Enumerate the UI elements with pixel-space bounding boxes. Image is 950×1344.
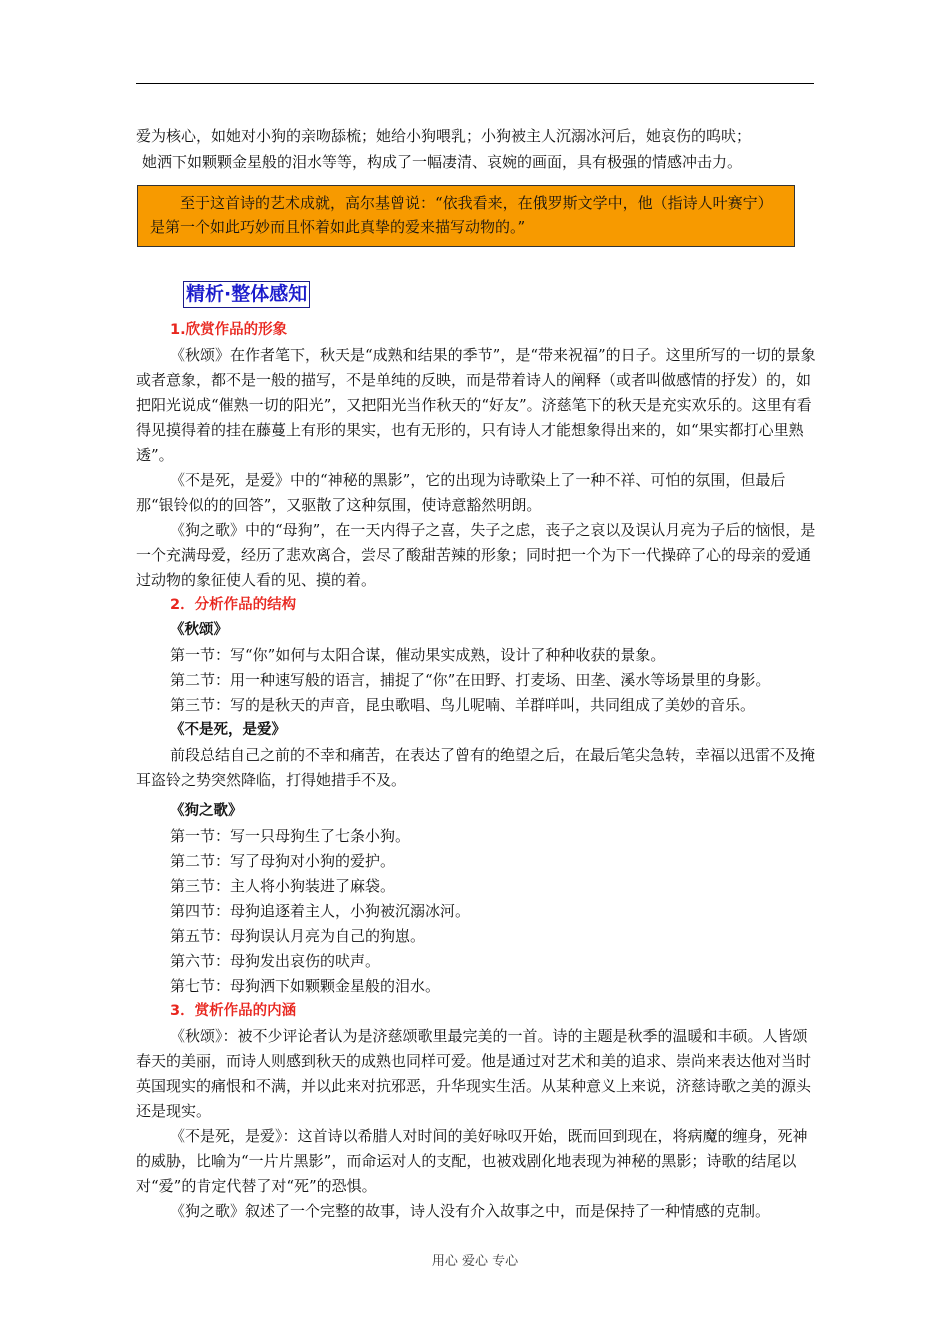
section-3-para-2: 《不是死，是爱》：这首诗以希腊人对时间的美好咏叹开始，既而回到现在，将病魔的缠身，死神的威胁，比喻为“一片片黑影”，而命运对人的支配，也被戏剧化地表现为神秘的黑影；诗歌的结尾以对“爱”的肯定代替了对“死”的恐惧。	[136, 1127, 808, 1195]
dog-line: 第四节：母狗追逐着主人，小狗被沉溺冰河。	[170, 902, 471, 920]
header-rule	[136, 83, 814, 84]
main-content	[136, 318, 820, 1224]
section-2-title: 2．分析作品的结构	[170, 597, 297, 613]
notdeath-text: 前段总结自己之前的不幸和痛苦，在表达了曾有的绝望之后，在最后笔尖急转，幸福以迅雷不及掩耳盗铃之势突然降临，打得她措手不及。	[136, 746, 816, 789]
autumn-line: 第二节：用一种速写般的语言，捕捉了“你”在田野、打麦场、田垄、溪水等场景里的身影。	[170, 671, 771, 689]
intro-line-1: 爱为核心，如她对小狗的亲吻舔梳；她给小狗喂乳；小狗被主人沉溺冰河后，她哀伤的呜吠；	[136, 127, 752, 145]
section-1-para-3: 《狗之歌》中的“母狗”，在一天内得子之喜，失子之虑，丧子之哀以及误认月亮为子后的恼恨，是一个充满母爱，经历了悲欢离合，尝尽了酸甜苦辣的形象；同时把一个为下一代操碎了心的母亲的爱通过动物的象征使人看的见、摸的着。	[136, 521, 816, 589]
gorky-quote-callout: 至于这首诗的艺术成就，高尔基曾说：“依我看来，在俄罗斯文学中，他（指诗人叶赛宁）是第一个如此巧妙而且怀着如此真挚的爱来描写动物的。”	[137, 185, 795, 247]
intro-paragraph	[136, 124, 816, 175]
dog-line: 第二节：写了母狗对小狗的爱护。	[170, 852, 396, 870]
section-3-title: 3．赏析作品的内涵	[170, 1003, 297, 1019]
autumn-line: 第一节：写“你”如何与太阳合谋，催动果实成熟，设计了种种收获的景象。	[170, 646, 666, 664]
intro-line-2: 她洒下如颗颗金星般的泪水等等，构成了一幅凄清、哀婉的画面，具有极强的情感冲击力。	[142, 152, 743, 171]
page-footer: 用心 爱心 专心	[431, 1254, 519, 1269]
section-heading: 精析·整体感知	[183, 281, 310, 308]
section-1-title: 1.欣赏作品的形象	[170, 322, 288, 338]
section-3-para-3: 《狗之歌》叙述了一个完整的故事，诗人没有介入故事之中，而是保持了一种情感的克制。	[170, 1202, 771, 1220]
section-3-para-1: 《秋颂》：被不少评论者认为是济慈颂歌里最完美的一首。诗的主题是秋季的温暖和丰硕。人皆颂春天的美丽，而诗人则感到秋天的成熟也同样可爱。他是通过对艺术和美的追求、崇尚来表达他对当时英国现实的痛恨和不满，并以此来对抗邪恶，升华现实生活。从某种意义上来说，济慈诗歌之美的源头还是现实。	[136, 1027, 812, 1120]
autumn-subtitle: 《秋颂》	[170, 622, 228, 638]
dog-line: 第七节：母狗洒下如颗颗金星般的泪水。	[170, 977, 441, 995]
dog-line: 第五节：母狗误认月亮为自己的狗崽。	[170, 927, 426, 945]
autumn-line: 第三节：写的是秋天的声音，昆虫歌唱、鸟儿呢喃、羊群咩叫，共同组成了美妙的音乐。	[170, 696, 756, 714]
section-1-para-1: 《秋颂》在作者笔下，秋天是“成熟和结果的季节”，是“带来祝福”的日子。这里所写的一切的景象或者意象，都不是一般的描写，不是单纯的反映，而是带着诗人的阐释（或者叫做感情的抒发）的，如把阳光说成“催熟一切的阳光”，又把阳光当作秋天的“好友”。济慈笔下的秋天是充实欢乐的。这里有看得见摸得着的挂在藤蔓上有形的果实，也有无形的，只有诗人才能想象得出来的，如“果实都打心里熟透”。	[136, 346, 816, 464]
dog-line: 第六节：母狗发出哀伤的吠声。	[170, 952, 381, 970]
dog-line: 第一节：写一只母狗生了七条小狗。	[170, 827, 411, 845]
dog-line: 第三节：主人将小狗装进了麻袋。	[170, 877, 396, 895]
dog-subtitle: 《狗之歌》	[170, 803, 243, 819]
notdeath-subtitle: 《不是死，是爱》	[170, 722, 286, 738]
section-1-para-2: 《不是死，是爱》中的“神秘的黑影”，它的出现为诗歌染上了一种不祥、可怕的氛围，但最后那“银铃似的的回答”，又驱散了这种氛围，使诗意豁然明朗。	[136, 471, 786, 514]
